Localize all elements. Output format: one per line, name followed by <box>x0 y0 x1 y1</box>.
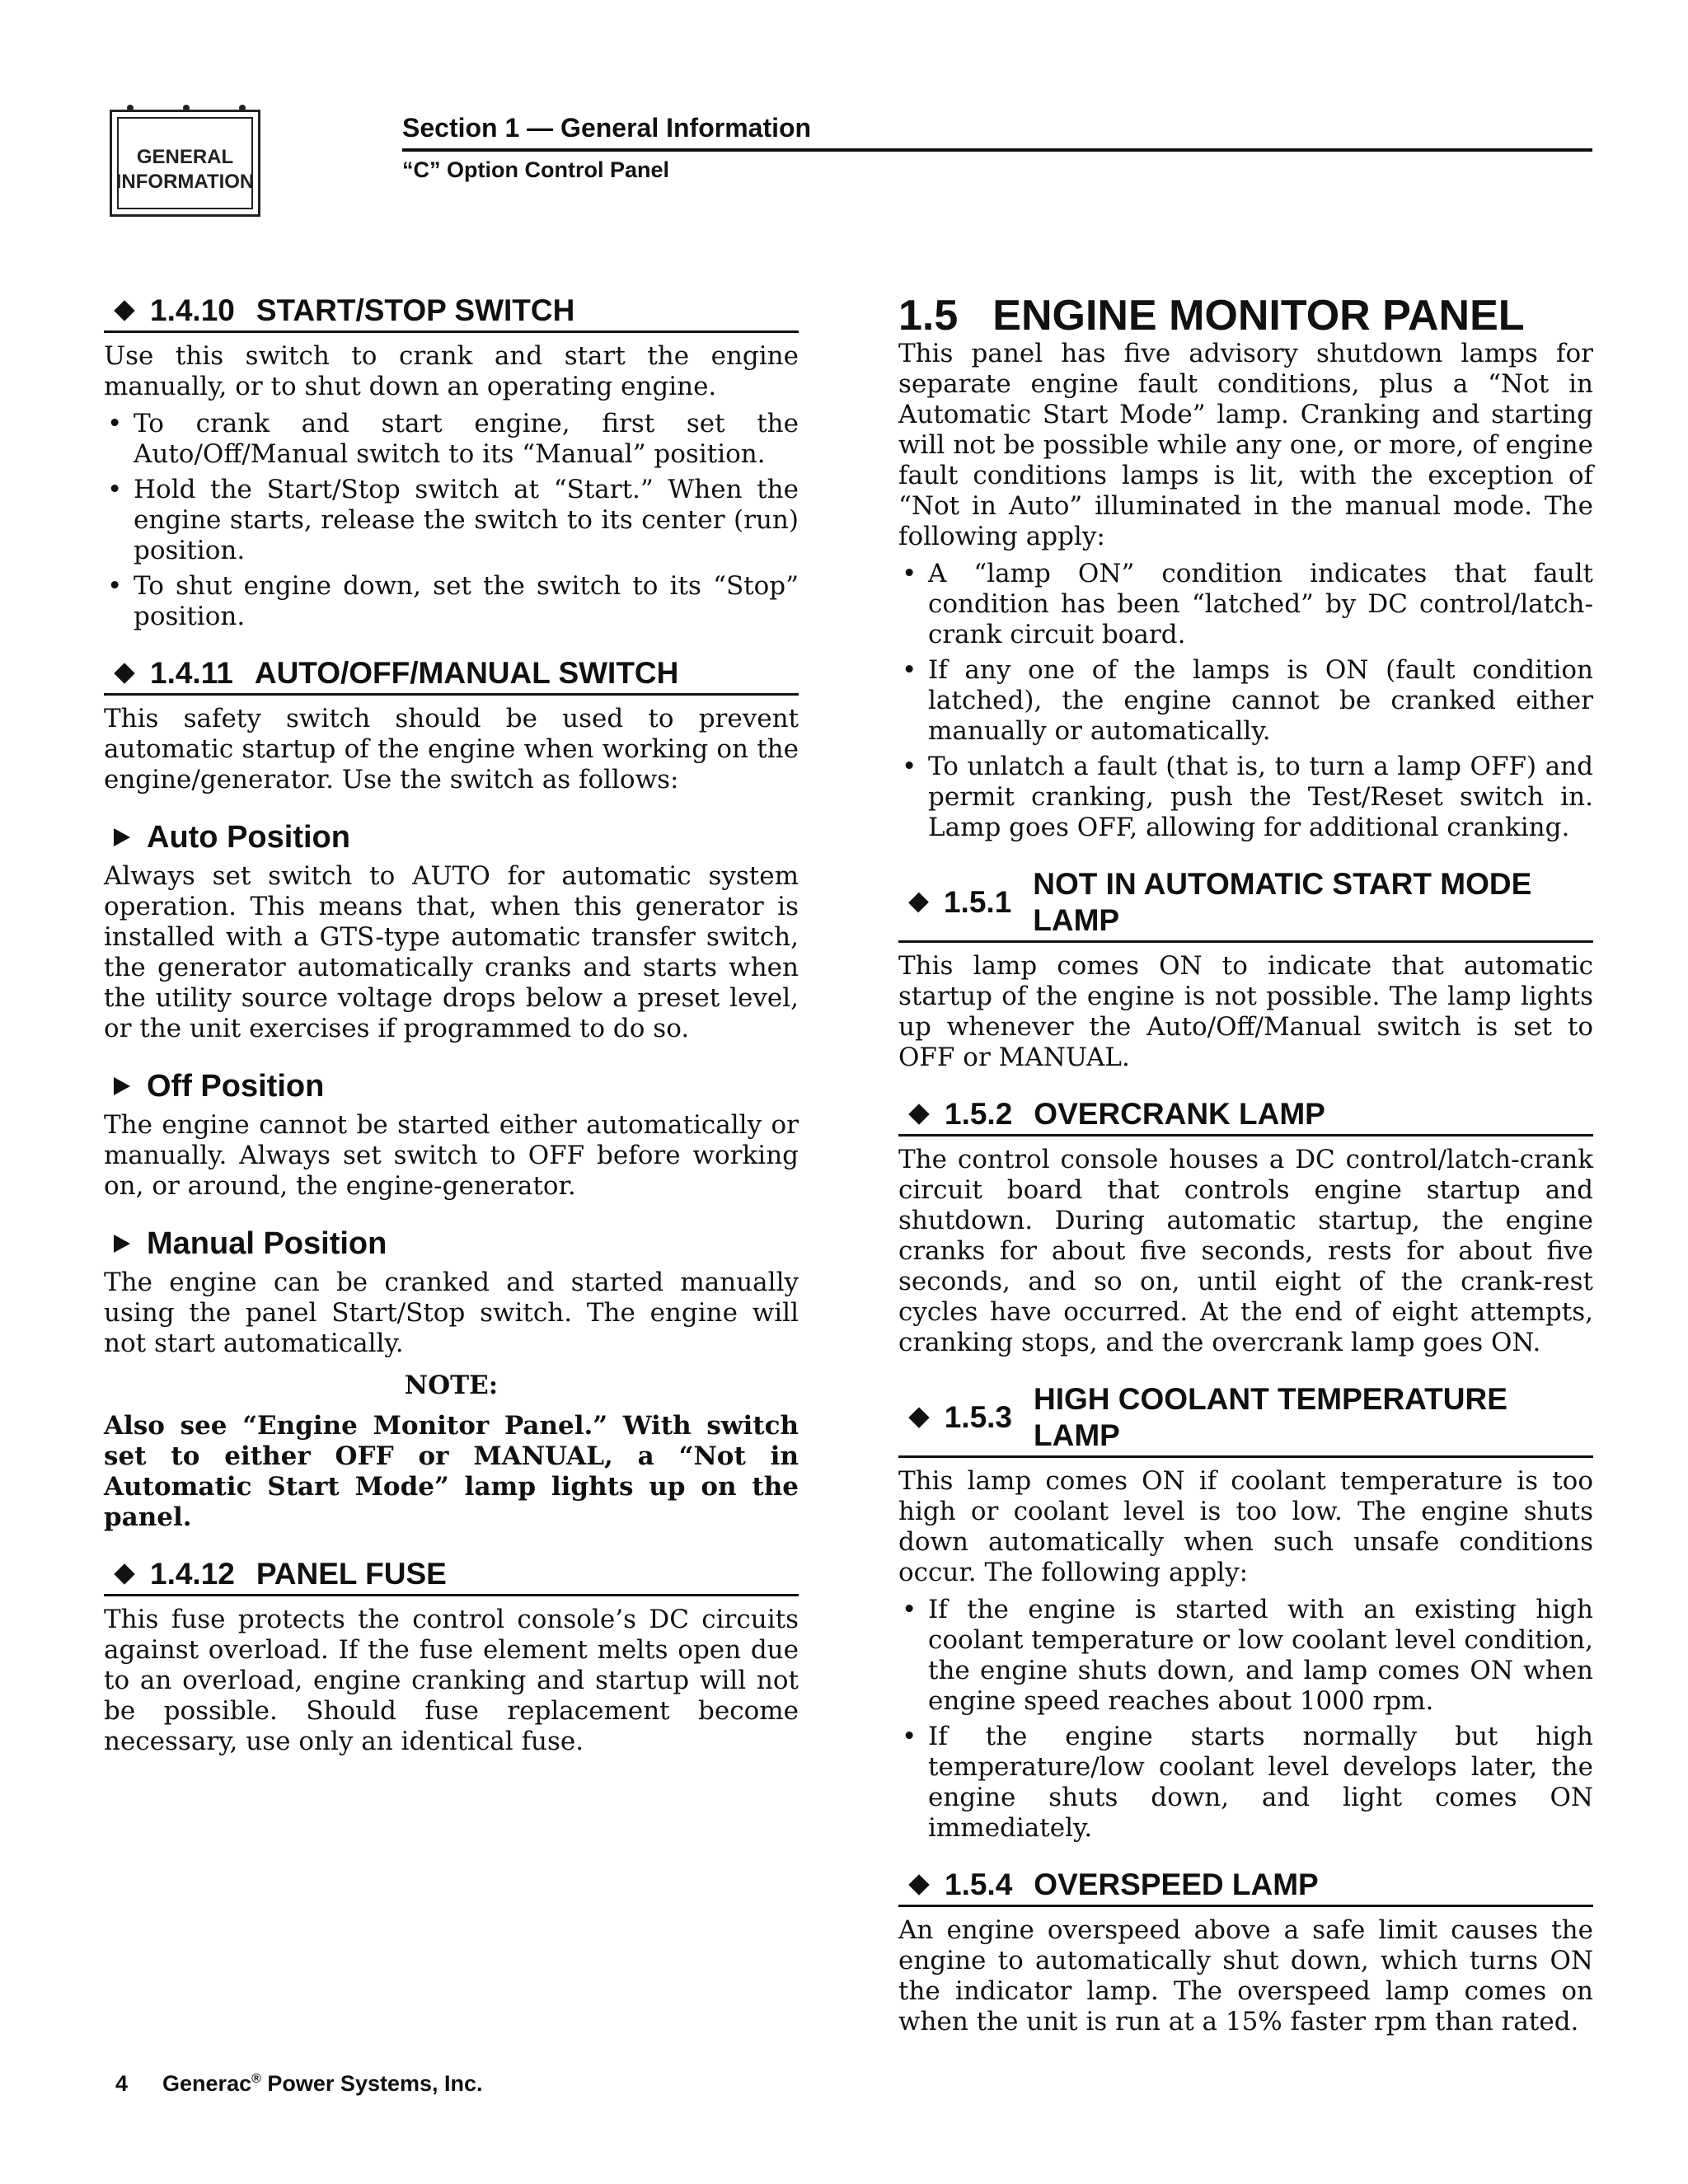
section-1-4-12 <box>104 1556 799 1757</box>
paragraph: This panel has five advisory shutdown lamps for separate engine fault conditions, plus a “Not in Automatic Start Mode” lamp. Cranking and starting will not be possible while any one, or more, of engine fault conditions lamps is lit, with the exception of “Not in Auto” illuminated in the manual mode. The following apply: <box>898 339 1593 551</box>
heading-1-4-10 <box>104 293 799 333</box>
heading-title: AUTO/OFF/MANUAL SWITCH <box>254 656 679 690</box>
badge-line-2: INFORMATION <box>115 171 255 193</box>
heading-1-5-2 <box>898 1096 1593 1137</box>
heading-number: 1.5 <box>898 292 959 340</box>
list-item: • To crank and start engine, first set the Auto/Off/Manual switch to its “Manual” position. <box>104 409 799 470</box>
subheading-title: Off Position <box>147 1069 325 1104</box>
tack-icon <box>127 105 134 111</box>
page-number: 4 <box>115 2071 129 2096</box>
heading-number: 1.4.11 <box>150 656 233 690</box>
section-title: Section 1 — General Information <box>402 110 1592 152</box>
heading-title: OVERSPEED LAMP <box>1034 1868 1319 1901</box>
off-position <box>104 1067 799 1202</box>
heading-1-4-12 <box>104 1556 799 1596</box>
diamond-icon <box>908 893 929 913</box>
heading-title: PANEL FUSE <box>256 1557 447 1591</box>
tack-icon <box>183 105 190 111</box>
heading-1-4-11 <box>104 655 799 696</box>
diamond-icon <box>908 1407 929 1427</box>
paragraph: This lamp comes ON to indicate that automatic startup of the engine is not possible. The lamp lights up whenever the Auto/Off/Manual switch is set to OFF or MANUAL. <box>898 951 1593 1072</box>
bullet-list <box>898 559 1593 843</box>
list-item: • To unlatch a fault (that is, to turn a lamp OFF) and permit cranking, push the Test/Reset switch in. Lamp goes OFF, allowing for additional cranking. <box>898 752 1593 843</box>
tack-icon <box>239 105 246 111</box>
bullet-list <box>898 1595 1593 1844</box>
paragraph: The engine cannot be started either automatically or manually. Always set switch to OFF before working on, or around, the engine-generator. <box>104 1110 799 1201</box>
list-item: • A “lamp ON” condition indicates that fault condition has been “latched” by DC control/latch-crank circuit board. <box>898 559 1593 650</box>
subheading-title: Manual Position <box>147 1226 387 1261</box>
diamond-icon <box>908 1874 929 1895</box>
triangle-right-icon <box>114 1235 130 1253</box>
section-1-4-11 <box>104 655 799 795</box>
diamond-icon <box>908 1104 929 1124</box>
heading-title: ENGINE MONITOR PANEL <box>992 292 1525 340</box>
section-1-5-2 <box>898 1096 1593 1358</box>
right-column <box>898 293 1593 2060</box>
heading-title: OVERCRANK LAMP <box>1034 1097 1325 1131</box>
heading-number: 1.5.3 <box>944 1400 1013 1434</box>
subheading-manual <box>104 1225 799 1263</box>
company-name-rest: Power Systems, Inc. <box>260 2071 483 2096</box>
registered-mark: ® <box>251 2072 261 2086</box>
heading-number: 1.5.1 <box>943 885 1012 919</box>
general-information-badge <box>110 110 260 217</box>
triangle-right-icon <box>114 828 130 846</box>
list-item: • Hold the Start/Stop switch at “Start.” When the engine starts, release the switch to its center (run) position. <box>104 475 799 566</box>
badge-line-1: GENERAL <box>136 146 234 168</box>
subheading-off <box>104 1067 799 1105</box>
page-footer <box>115 2065 483 2097</box>
section-1-5-1 <box>898 866 1593 1073</box>
paragraph: This lamp comes ON if coolant temperature is too high or coolant level is too low. The engine shuts down automatically when such unsafe conditions occur. The following apply: <box>898 1466 1593 1587</box>
triangle-right-icon <box>114 1077 130 1095</box>
subheading-title: Auto Position <box>147 820 350 855</box>
heading-title: NOT IN AUTOMATIC START MODE LAMP <box>1033 867 1532 937</box>
section-subtitle: “C” Option Control Panel <box>402 157 669 182</box>
section-1-5-3 <box>898 1381 1593 1844</box>
heading-number: 1.5.4 <box>945 1868 1013 1901</box>
bullet-list <box>104 409 799 632</box>
section-1-5-4 <box>898 1867 1593 2037</box>
diamond-icon <box>114 663 134 683</box>
paragraph: An engine overspeed above a safe limit causes the engine to automatically shut down, which turns ON the indicator lamp. The overspeed lamp comes on when the unit is run at a 15% faster rpm than rated. <box>898 1915 1593 2036</box>
paragraph: This fuse protects the control console’s DC circuits against overload. If the fuse element melts open due to an overload, engine cranking and startup will not be possible. Should fuse replacement become necessary, use only an identical fuse. <box>104 1605 799 1756</box>
manual-position <box>104 1225 799 1533</box>
paragraph: Use this switch to crank and start the engine manually, or to shut down an operating engine. <box>104 341 799 401</box>
heading-1-5-3 <box>898 1381 1593 1458</box>
subheading-auto <box>104 818 799 856</box>
diamond-icon <box>114 1563 134 1584</box>
note-title: NOTE: <box>404 1371 499 1400</box>
heading-number: 1.4.10 <box>150 293 235 327</box>
paragraph: This safety switch should be used to prevent automatic startup of the engine when working on the engine/generator. Use the switch as follows: <box>104 704 799 794</box>
company-name: Generac <box>162 2071 252 2096</box>
list-item: • To shut engine down, set the switch to its “Stop” position. <box>104 571 799 632</box>
diamond-icon <box>114 300 134 321</box>
badge-label <box>112 145 258 194</box>
section-1-5 <box>898 293 1593 843</box>
note-body: Also see “Engine Monitor Panel.” With switch set to either OFF or MANUAL, a “Not in Automatic Start Mode” lamp lights up on the panel. <box>104 1411 799 1532</box>
list-item: • If the engine is started with an existing high coolant temperature or low coolant level condition, the engine shuts down, and lamp comes ON when engine speed reaches about 1000 rpm. <box>898 1595 1593 1717</box>
auto-position <box>104 818 799 1044</box>
left-column <box>104 293 799 1780</box>
list-item: • If the engine starts normally but high temperature/low coolant level develops later, the engine shuts down, and light comes ON immediately. <box>898 1722 1593 1844</box>
heading-title: START/STOP SWITCH <box>256 293 575 327</box>
heading-number: 1.4.12 <box>150 1557 235 1591</box>
paragraph: The control console houses a DC control/latch-crank circuit board that controls engine startup and shutdown. During automatic startup, the engine cranks for about five seconds, rests for about five seconds, and so on, until eight of the crank-rest cycles have occurred. At the end of eight attempts, cranking stops, and the overcrank lamp goes ON. <box>898 1145 1593 1357</box>
list-item: • If any one of the lamps is ON (fault condition latched), the engine cannot be cranked either manually or automatically. <box>898 655 1593 747</box>
heading-title: HIGH COOLANT TEMPERATURE LAMP <box>1034 1382 1507 1452</box>
section-header <box>402 110 1592 185</box>
heading-1-5-4 <box>898 1867 1593 1907</box>
heading-number: 1.5.2 <box>945 1097 1013 1131</box>
paragraph: The engine can be cranked and started manually using the panel Start/Stop switch. The engine will not start automatically. <box>104 1268 799 1358</box>
section-1-4-10 <box>104 293 799 632</box>
heading-1-5 <box>898 293 1593 339</box>
paragraph: Always set switch to AUTO for automatic system operation. This means that, when this generator is installed with a GTS-type automatic transfer switch, the generator automatically cranks and starts when the utility source voltage drops below a preset level, or the unit exercises if programmed to do so. <box>104 861 799 1043</box>
heading-1-5-1 <box>898 866 1593 943</box>
